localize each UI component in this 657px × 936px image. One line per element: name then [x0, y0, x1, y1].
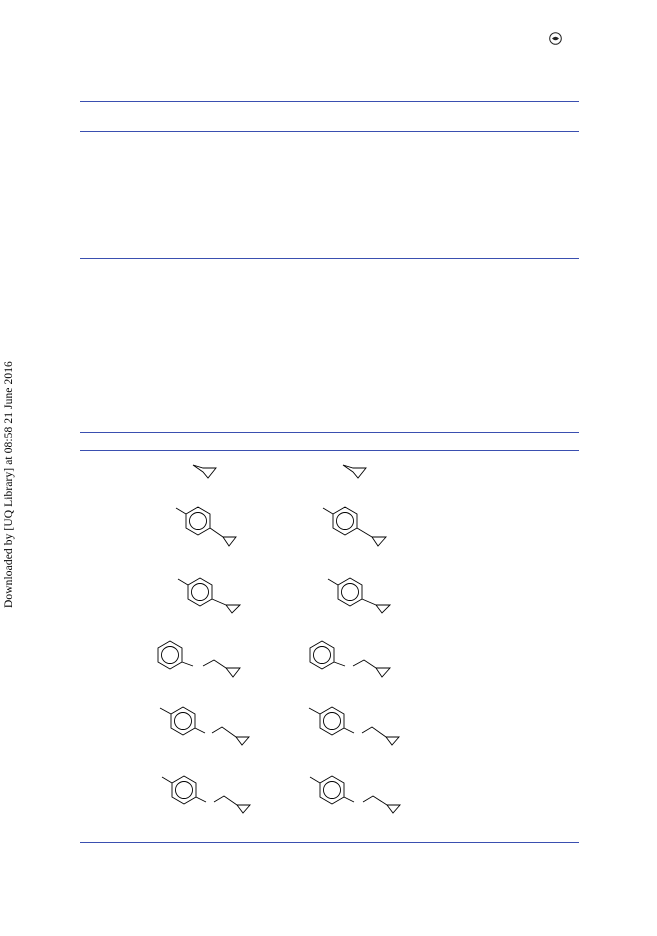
download-notice: Downloaded by [UQ Library] at 08:58 21 June 2016 [3, 361, 15, 608]
structure-row-6-right [310, 776, 400, 813]
structure-row-2-right [323, 507, 386, 546]
structure-row-5-right [309, 707, 399, 745]
structure-row-1-left [193, 465, 216, 478]
structure-row-3-left [178, 578, 240, 613]
structure-row-1-right [343, 465, 366, 478]
structure-row-3-right [328, 578, 390, 613]
structure-row-6-left [162, 776, 250, 813]
structure-row-5-left [160, 707, 249, 745]
structure-row-4-left [158, 641, 240, 677]
structure-row-2-left [176, 507, 236, 546]
structure-row-4-right [310, 641, 390, 677]
